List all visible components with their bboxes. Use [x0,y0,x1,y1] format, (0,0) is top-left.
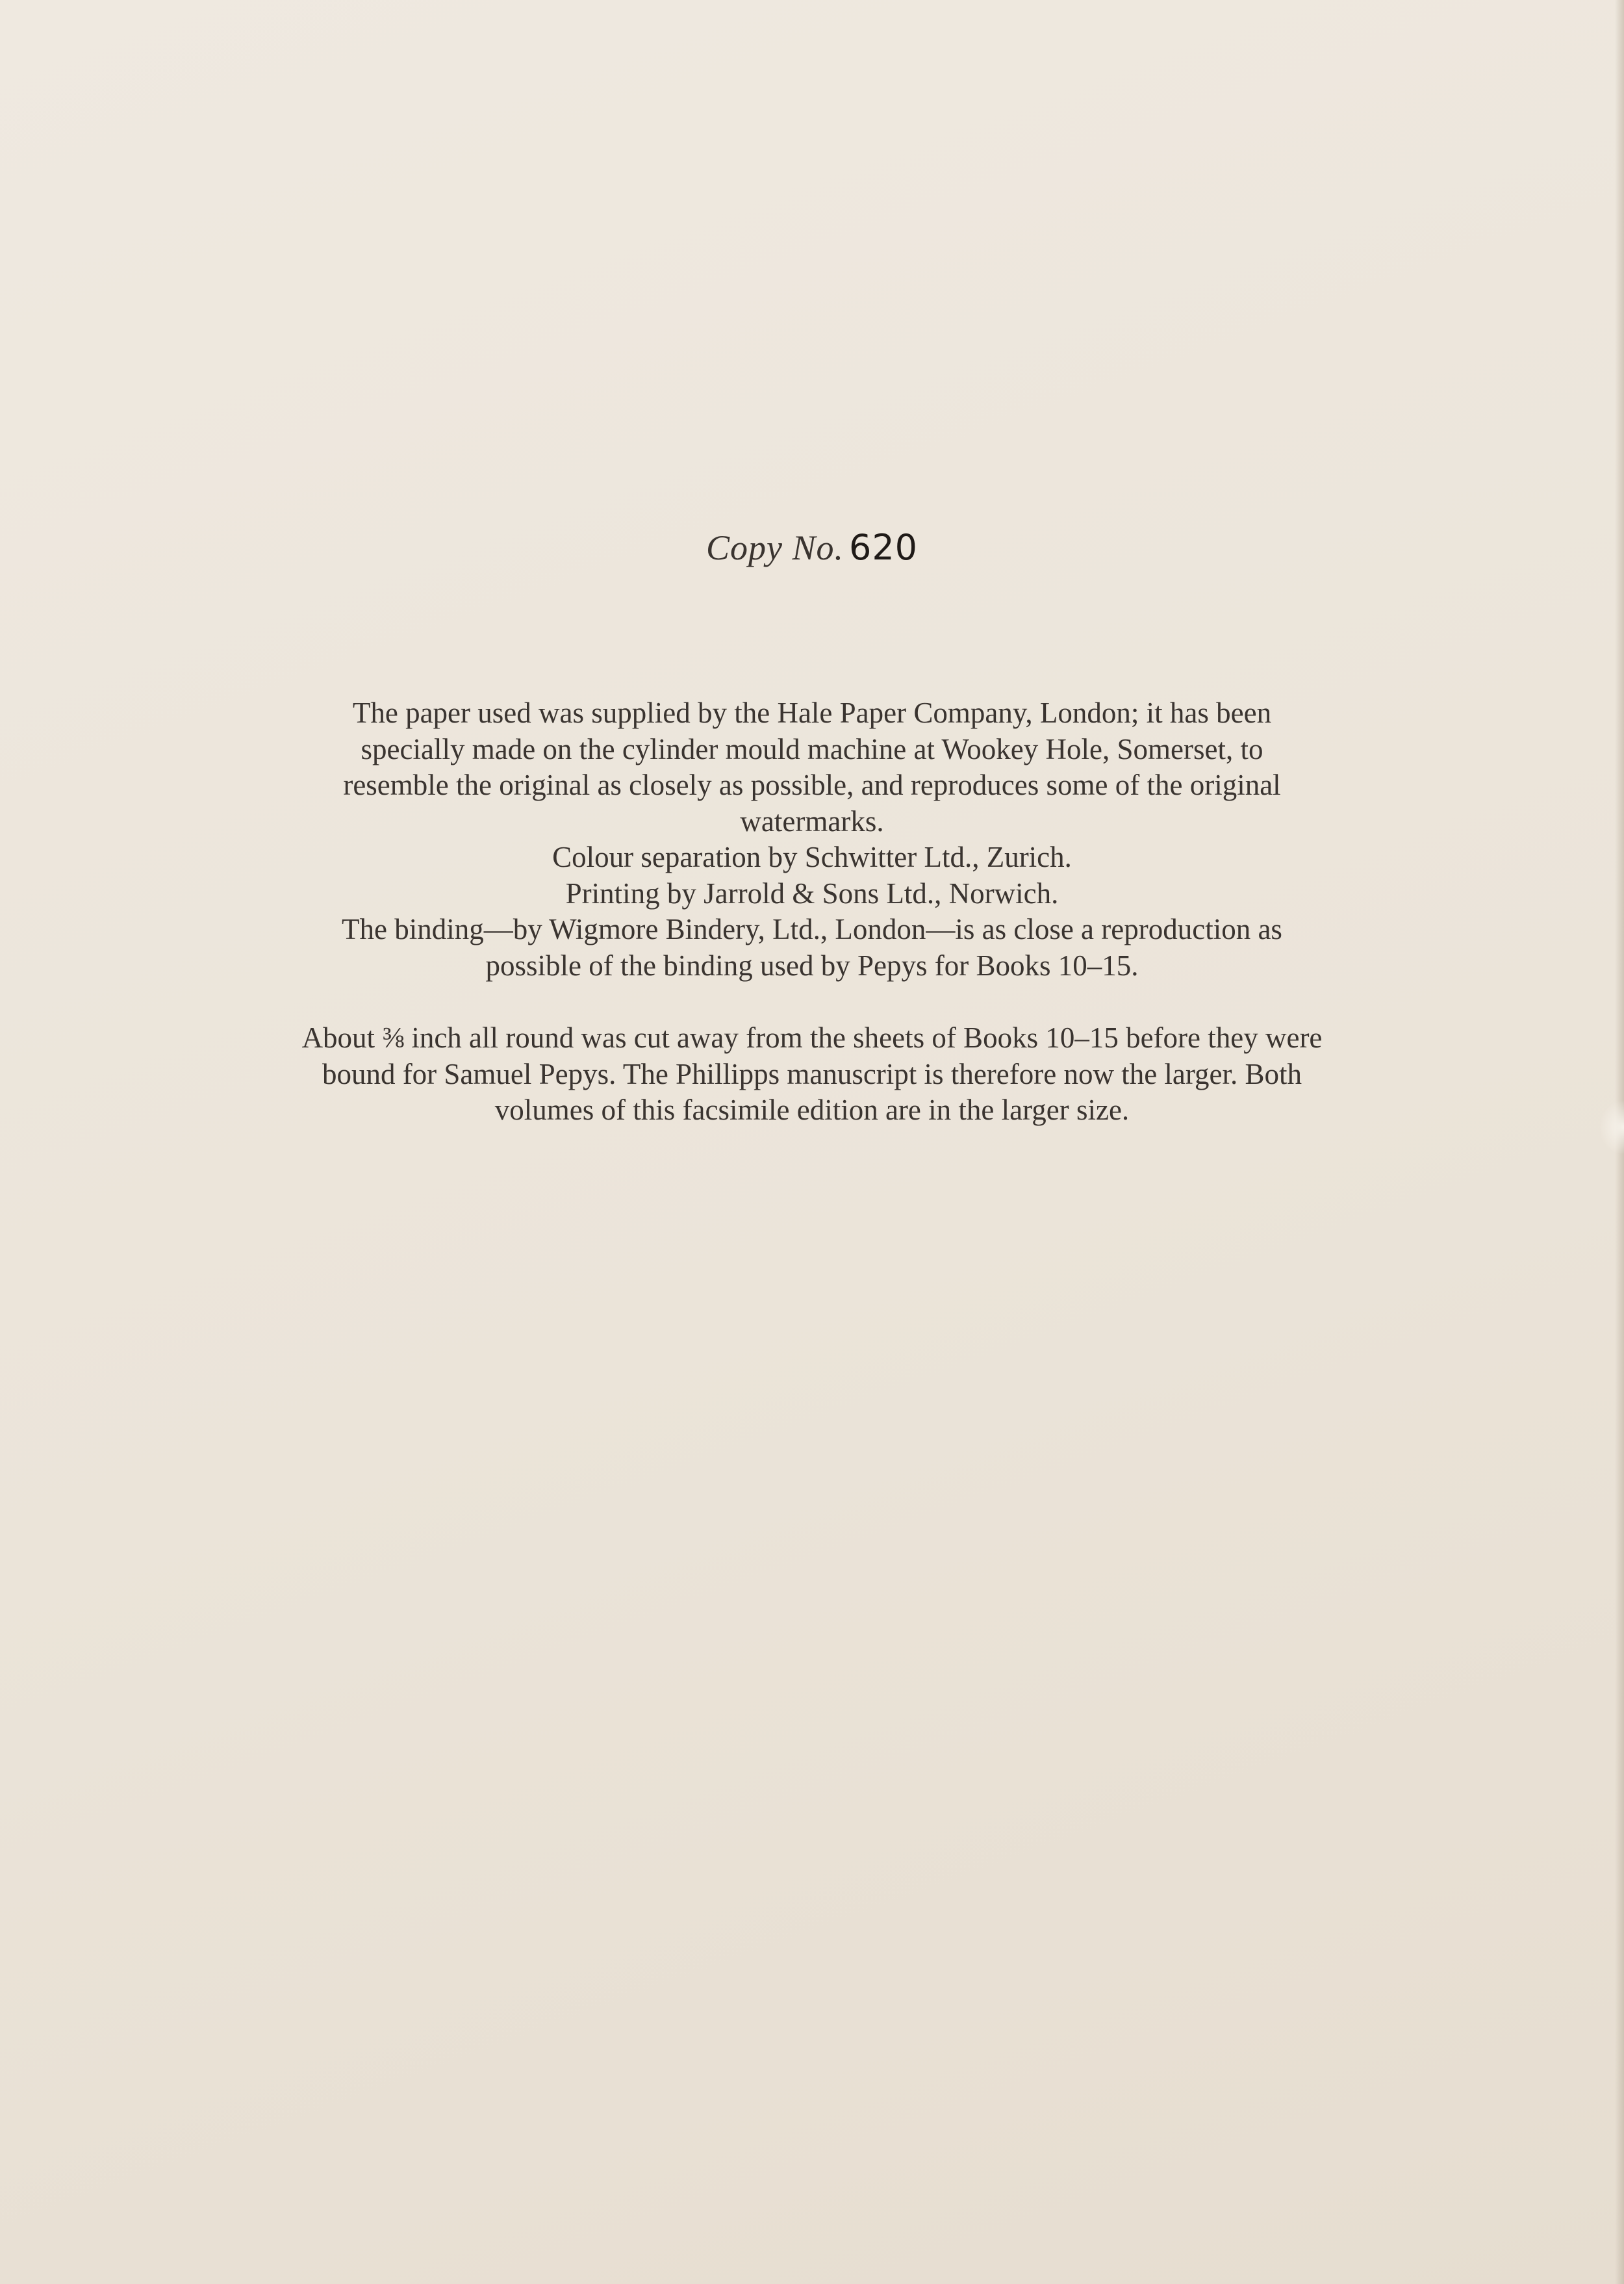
colophon-paragraph [0,695,1624,984]
note-line: bound for Samuel Pepys. The Phillipps manuscript is therefore now the larger. Both [322,1057,1302,1090]
note-line: About ⅜ inch all round was cut away from the sheets of Books 10–15 before they were [301,1021,1323,1054]
size-note-paragraph [0,1020,1624,1129]
colophon-line: Printing by Jarrold & Sons Ltd., Norwich. [565,877,1059,910]
colophon-line: possible of the binding used by Pepys for Books 10–15. [485,949,1139,982]
colophon-line: resemble the original as closely as possible, and reproduces some of the original [343,769,1281,801]
copy-number: 620 [848,527,919,568]
colophon-line: specially made on the cylinder mould machine at Wookey Hole, Somerset, to [361,732,1263,765]
copy-number-line [0,525,1624,571]
colophon-line: The binding—by Wigmore Bindery, Ltd., London—is as close a reproduction as [342,913,1282,945]
note-line: volumes of this facsimile edition are in the larger size. [494,1094,1130,1126]
colophon-line: Colour separation by Schwitter Ltd., Zurich. [552,841,1072,873]
colophon-line: watermarks. [740,804,884,838]
colophon-line: The paper used was supplied by the Hale Paper Company, London; it has been [352,697,1272,729]
copy-label: Copy No. [705,528,844,567]
